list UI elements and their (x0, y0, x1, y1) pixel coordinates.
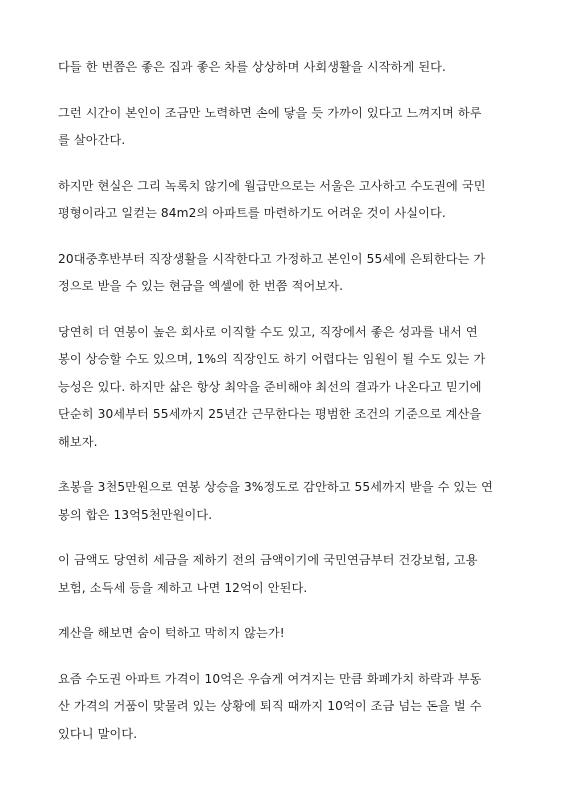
text-line: 요즘 수도권 아파트 가격이 10억은 우습게 여겨지는 만큼 화폐가치 하락과 부동 (58, 671, 482, 686)
paragraph (58, 54, 508, 82)
text-line: 해보자. (58, 434, 98, 449)
text-line: 보험, 소득세 등을 제하고 나면 12억이 안된다. (58, 580, 308, 595)
text-line: 계산을 해보면 숨이 턱하고 막히지 않는가! (58, 626, 285, 640)
text-line: 그런 시간이 본인이 조금만 노력하면 손에 닿을 듯 가까이 있다고 느껴지며 하루 (58, 105, 482, 120)
paragraph (58, 666, 508, 749)
text-line: 하지만 현실은 그리 녹록치 않기에 월급만으로는 서울은 고사하고 수도권에 국민 (58, 178, 486, 193)
document-body (58, 54, 508, 766)
text-line: 이 금액도 당연히 세금을 제하기 전의 금액이기에 국민연금부터 건강보험, 고용 (58, 553, 478, 567)
text-line: 봉의 합은 13억5천만원이다. (58, 507, 213, 522)
text-line: 있다니 말이다. (58, 726, 138, 741)
text-line: 를 살아간다. (58, 133, 126, 147)
text-line: 당연히 더 연봉이 높은 회사로 이직할 수도 있고, 직장에서 좋은 성과를 내서 연 (58, 324, 478, 339)
paragraph (58, 246, 508, 301)
text-line: 초봉을 3천5만원으로 연봉 상승을 3%정도로 감안하고 55세까지 받을 수 있는 연 (58, 480, 494, 494)
text-line: 20대중후반부터 직장생활을 시작한다고 가정하고 본인이 55세에 은퇴한다는 가 (58, 251, 486, 266)
text-line: 다들 한 번쯤은 좋은 집과 좋은 차를 상상하며 사회생활을 시작하게 된다. (58, 60, 447, 74)
text-line: 평형이라고 일컫는 84m2의 아파트를 마련하기도 어려운 것이 사실이다. (58, 206, 446, 220)
paragraph (58, 100, 508, 155)
paragraph (58, 319, 508, 457)
paragraph (58, 620, 508, 648)
text-line: 능성은 있다. 하지만 삶은 항상 최악을 준비해야 최선의 결과가 나온다고 믿기에 (58, 379, 482, 394)
text-line: 산 가격의 거품이 맞물려 있는 상황에 퇴직 때까지 10억이 조금 넘는 돈을 벌 수 (58, 699, 482, 713)
text-line: 봉이 상승할 수도 있으며, 1%의 직장인도 하기 어렵다는 임원이 될 수도 있는 가 (58, 352, 486, 366)
paragraph (58, 173, 508, 228)
paragraph (58, 474, 508, 529)
text-line: 정으로 받을 수 있는 현금을 엑셀에 한 번쯤 적어보자. (58, 279, 344, 293)
text-line: 단순히 30세부터 55세까지 25년간 근무한다는 평범한 조건의 기준으로 계산을 (58, 407, 482, 421)
paragraph (58, 547, 508, 602)
